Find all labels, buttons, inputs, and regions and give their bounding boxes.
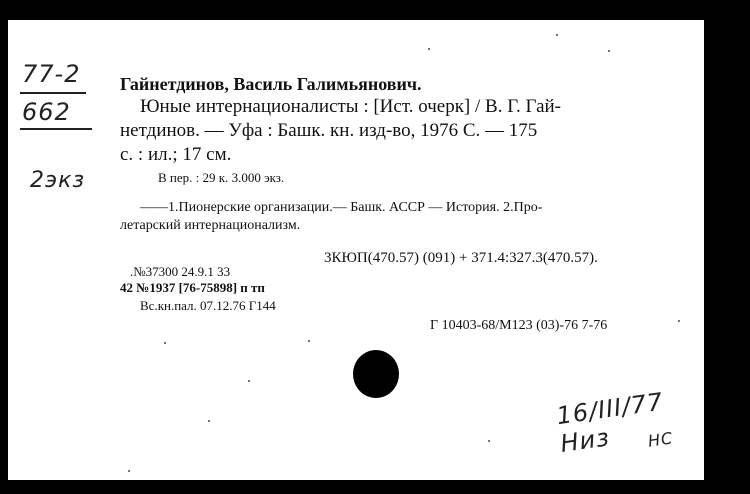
title-line-1: Юные интернационалисты : [Ист. очерк] / В. Г. Гай- [140,96,561,117]
speck [556,34,558,36]
subject-line-1: ——1.Пионерские организации.— Башк. АССР — История. 2.Про- [140,200,543,215]
speck [308,340,310,342]
speck [488,440,490,442]
speck [608,50,610,52]
handwritten-shelf-number: 77-2 [22,60,81,88]
handwritten-shelf-number-2: 662 [22,98,71,126]
speck [128,470,130,472]
speck [428,48,430,50]
shelf-underline-2 [20,128,92,130]
speck [248,380,250,382]
price-line: В пер. : 29 к. 3.000 экз. [158,170,285,185]
punch-hole [353,350,399,398]
shelf-underline [20,92,86,94]
registration-line-2: 42 №1937 [76-75898] п тп [120,280,265,295]
speck [164,342,166,344]
registration-line-3: Вс.кн.пал. 07.12.76 Г144 [140,298,276,313]
classification-line: 3КЮП(470.57) (091) + 371.4:327.3(470.57). [324,250,598,266]
subject-line-2: летарский интернационализм. [120,218,301,233]
handwritten-initials: НС [646,428,675,451]
title-line-3: с. : ил.; 17 см. [120,144,232,165]
speck [208,420,210,422]
registration-line-1: .№37300 24.9.1 33 [130,264,231,279]
index-line: Г 10403-68/М123 (03)-76 7-76 [430,318,608,333]
handwritten-signature: 16/III/77 Низ [554,387,666,458]
title-line-2: нетдинов. — Уфа : Башк. кн. изд-во, 1976 С. — 175 [120,120,538,141]
author-heading: Гайнетдинов, Василь Галимьянович. [120,74,422,94]
speck [678,320,680,322]
catalog-card [8,20,704,480]
handwritten-copies: 2экз [30,168,86,193]
